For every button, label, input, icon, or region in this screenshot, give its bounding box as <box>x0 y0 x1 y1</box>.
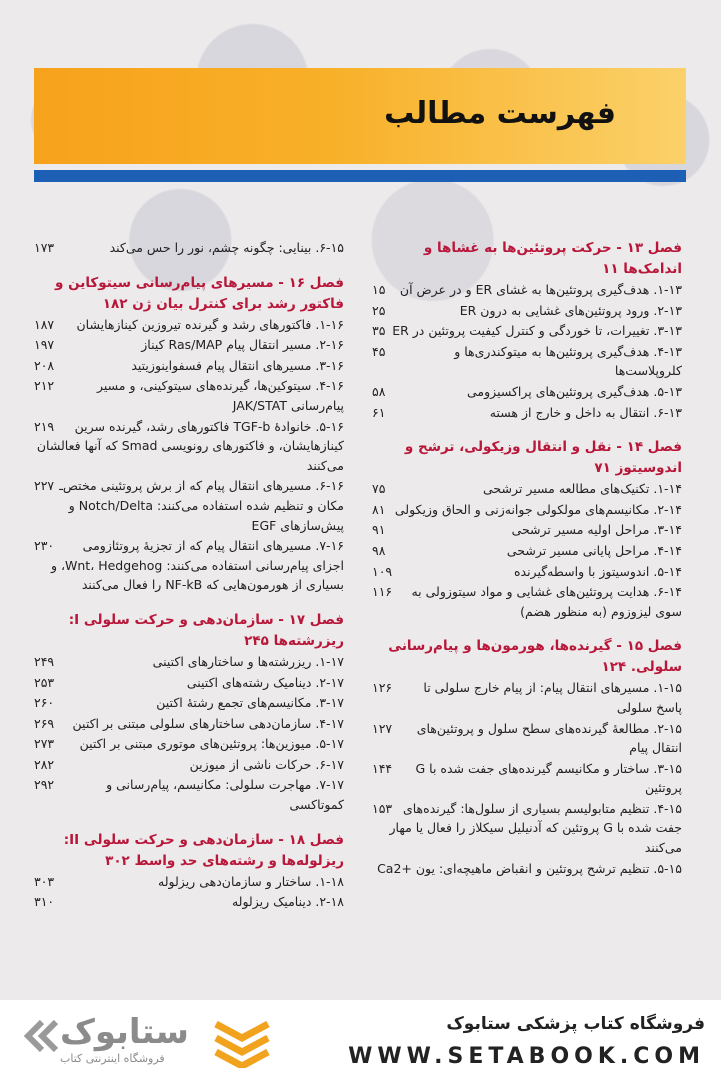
chapter-heading: فصل ۱۸ - سازمان‌دهی و حرکت سلولی II: ریزلوله‌ها و رشته‌های حد واسط ۳۰۲ <box>63 831 344 869</box>
page-number: ۲۵۳ <box>34 674 55 690</box>
page-number: ۱۵ <box>372 282 386 297</box>
page-number: ۱۴۴ <box>372 760 393 776</box>
page-number: ۳۱۰ <box>34 894 55 910</box>
page-number: ۲۰۸ <box>34 357 55 373</box>
entry-title: ۳-۱۵. ساختار و مکانیسم گیرنده‌های جفت شده با G پروتئین <box>415 760 682 796</box>
toc-entry <box>372 500 682 521</box>
toc-entry <box>34 714 344 735</box>
toc-entry <box>34 417 344 477</box>
page-number: ۴۵ <box>372 343 386 359</box>
page-number: ۱۹۷ <box>34 337 55 353</box>
entry-title: ۴-۱۵. تنظیم متابولیسم بسیاری از سلول‌ها: گیرنده‌های جفت شده با G پروتئین که آدنیلیل سیکلاز را فعال یا مهار می‌کنند <box>389 800 682 856</box>
toc-entry <box>34 652 344 673</box>
toc-entry <box>372 759 682 799</box>
entry-title: ۱-۱۴. تکنیک‌های مطالعه مسیر ترشحی <box>483 481 682 497</box>
chapter-heading: فصل ۱۶ - مسیرهای پیام‌رسانی سیتوکاین و فاکتور رشد برای کنترل بیان ژن ۱۸۲ <box>55 274 344 312</box>
toc-entry <box>372 719 682 759</box>
toc-entry <box>372 562 682 583</box>
store-url[interactable]: WWW.SETABOOK.COM <box>348 1044 705 1069</box>
page-number: ۱۰۹ <box>372 563 393 579</box>
page-number: ۸۱ <box>372 501 386 517</box>
entry-title: ۶-۱۷. حرکات ناشی از میوزین <box>189 756 344 772</box>
toc-entry <box>34 315 344 336</box>
toc-entry <box>372 342 682 382</box>
entry-title: ۵-۱۷. میوزین‌ها: پروتئین‌های موتوری مبتنی بر اکتین <box>79 736 344 752</box>
page-number: ۲۶۹ <box>34 715 55 731</box>
toc-entry <box>34 238 344 259</box>
entry-title: ۵-۱۶. خانوادهٔ TGF-b فاکتورهای رشد، گیرنده سرین کینازهایشان، و فاکتورهای رونویسی Smad که آنها فعالشان می‌کنند <box>36 418 344 473</box>
chapter-heading: فصل ۱۵ - گیرنده‌ها، هورمون‌ها و پیام‌رسانی سلولی. ۱۲۴ <box>388 638 682 676</box>
page-number: ۲۷۳ <box>34 736 55 752</box>
page-number: ۱۵۳ <box>372 800 393 816</box>
logo-subtitle: فروشگاه اینترنتی کتاب <box>60 1052 165 1065</box>
entry-title: ۲-۱۴. مکانیسم‌های مولکولی جوانه‌زنی و الحاق وزیکولی <box>394 501 682 517</box>
toc-entry <box>34 476 344 536</box>
entry-title: ۳-۱۳. تغییرات، تا خوردگی و کنترل کیفیت پروتئین در ER <box>392 323 682 339</box>
logo-wordmark: ستابوک <box>60 1012 189 1052</box>
entry-title: ۴-۱۷. سازمان‌دهی ساختارهای سلولی مبتنی بر اکتین <box>72 715 344 731</box>
page-number: ۱۷۳ <box>34 240 55 255</box>
entry-title: ۲-۱۸. دینامیک ریزلوله <box>231 894 344 910</box>
toc-entry <box>34 673 344 694</box>
toc-entry <box>34 775 344 815</box>
page-number: ۲۲۷ <box>34 478 55 494</box>
toc-entry <box>34 356 344 377</box>
page-number: ۹۱ <box>372 522 386 538</box>
entry-title: ۲-۱۷. دینامیک رشته‌های اکتینی <box>186 674 344 690</box>
page-number: ۲۳۰ <box>34 538 55 554</box>
page-number: ۱۱۶ <box>372 584 393 600</box>
entry-title: ۲-۱۵. مطالعهٔ گیرنده‌های سطح سلول و پروتئین‌های انتقال پیام <box>416 720 682 756</box>
entry-title: ۱-۱۷. ریزرشته‌ها و ساختارهای اکتینی <box>152 653 344 669</box>
entry-title: ۷-۱۷. مهاجرت سلولی: مکانیسم، پیام‌رسانی و کموتاکسی <box>106 777 344 813</box>
entry-title: ۳-۱۷. مکانیسم‌های تجمع رشتهٔ اکتین <box>156 695 344 711</box>
entry-title: ۴-۱۳. هدف‌گیری پروتئین‌ها به میتوکندری‌ها و کلروپلاست‌ها <box>454 343 682 379</box>
page-number: ۲۸۲ <box>34 756 55 772</box>
entry-title: ۶-۱۵. بینایی: چگونه چشم، نور را حس می‌کند <box>109 240 344 255</box>
toc-entry <box>372 479 682 500</box>
toc-entry <box>372 859 682 880</box>
entry-title: ۱-۱۸. ساختار و سازمان‌دهی ریزلوله <box>158 873 344 889</box>
chapter-heading: فصل ۱۳ - حرکت پروتئین‌ها به غشاها و اندامک‌ها ۱۱ <box>423 240 682 277</box>
page-number: ۱۸۷ <box>34 316 55 332</box>
entry-title: ۶-۱۳. انتقال به داخل و خارج از هسته <box>489 404 682 420</box>
entry-title: ۵-۱۵. تنظیم ترشح پروتئین و انقباض ماهیچه‌ای: یون +Ca2 <box>377 860 682 876</box>
entry-title: ۲-۱۶. مسیر انتقال پیام Ras/MAP کیناز <box>141 337 344 353</box>
entry-title: ۵-۱۴. اندوسیتوز با واسطه‌گیرنده <box>513 563 682 579</box>
entry-title: ۷-۱۶. مسیرهای انتقال پیام که از تجزیهٔ پروتئازومی اجزای پیام‌رسانی استفاده می‌کنند: Wnt، Hedgehog، و بسیاری از هورمون‌هایی که NF-kB را فعال می‌کنند <box>50 538 344 593</box>
entry-title: ۴-۱۶. سیتوکین‌ها، گیرنده‌های سیتوکینی، و مسیر پیام‌رسانی JAK/STAT <box>96 378 344 413</box>
title-banner <box>34 68 686 164</box>
logo-chevron-icon <box>212 1018 272 1068</box>
entry-title: ۱-۱۵. مسیرهای انتقال پیام: از پیام خارج سلولی تا پاسخ سلولی <box>423 680 682 715</box>
entry-title: ۱-۱۳. هدف‌گیری پروتئین‌ها به غشای ER و در عرض آن <box>399 282 682 297</box>
toc-entry <box>372 301 682 322</box>
footer-bar <box>0 1000 721 1080</box>
toc-entry <box>372 280 682 301</box>
toc-entry <box>372 520 682 541</box>
page-number: ۲۵ <box>372 302 386 318</box>
page-number: ۲۴۹ <box>34 653 55 669</box>
page-number: ۲۱۲ <box>34 378 55 394</box>
title-underline <box>34 170 686 182</box>
page-number: ۱۲۷ <box>372 720 393 736</box>
toc-entry <box>372 403 682 424</box>
entry-title: ۱-۱۶. فاکتورهای رشد و گیرنده تیروزین کینازهایشان <box>76 316 344 332</box>
chapter-heading: فصل ۱۴ - نقل و انتقال وزیکولی، ترشح و اندوسیتوز ۷۱ <box>404 439 682 477</box>
chapter-heading: فصل ۱۷ - سازمان‌دهی و حرکت سلولی I: ریزرشته‌ها ۲۴۵ <box>68 611 344 649</box>
toc-entry <box>34 755 344 776</box>
toc-column-right <box>372 238 682 879</box>
toc-entry <box>34 734 344 755</box>
page-number: ۲۱۹ <box>34 418 55 434</box>
page-number: ۷۵ <box>372 481 386 497</box>
page-number: ۵۸ <box>372 383 386 399</box>
toc-entry <box>34 892 344 913</box>
page-title: فهرست مطالب <box>384 96 616 131</box>
entry-title: ۳-۱۴. مراحل اولیه مسیر ترشحی <box>511 522 682 538</box>
toc-entry <box>372 321 682 342</box>
toc-entry <box>372 799 682 859</box>
store-name: فروشگاه کتاب پزشکی ستابوک <box>446 1014 705 1034</box>
page-number: ۹۸ <box>372 542 386 558</box>
entry-title: ۶-۱۶. مسیرهای انتقال پیام که از برش پروتئینی مختص‌ـ مکان و تنظیم شده استفاده می‌کنند: Notch/Delta و پیش‌سازهای EGF <box>59 478 344 533</box>
toc-column-left <box>34 238 344 913</box>
entry-title: ۳-۱۶. مسیرهای انتقال پیام فسفواینوزیتید <box>131 357 344 373</box>
toc-entry <box>34 536 344 596</box>
toc-entry <box>372 541 682 562</box>
entry-title: ۴-۱۴. مراحل پایانی مسیر ترشحی <box>506 542 682 558</box>
entry-title: ۶-۱۴. هدایت پروتئین‌های غشایی و مواد سیتوزولی به سوی لیزوزوم (به منظور هضم) <box>411 584 682 619</box>
toc-entry <box>372 382 682 403</box>
page-number: ۲۹۲ <box>34 777 55 793</box>
toc-entry <box>34 872 344 893</box>
toc-entry <box>372 582 682 622</box>
toc-entry <box>34 335 344 356</box>
page-number: ۳۰۳ <box>34 873 55 889</box>
entry-title: ۵-۱۳. هدف‌گیری پروتئین‌های پراکسیزومی <box>467 383 682 399</box>
page-number: ۱۲۶ <box>372 680 393 696</box>
page-number: ۳۵ <box>372 323 386 339</box>
page-number: ۲۶۰ <box>34 695 55 711</box>
toc-entry <box>372 678 682 718</box>
toc-entry <box>34 693 344 714</box>
entry-title: ۲-۱۳. ورود پروتئین‌های غشایی به درون ER <box>459 302 682 318</box>
logo-arrows-icon <box>20 1018 60 1054</box>
page-number: ۶۱ <box>372 404 386 420</box>
toc-entry <box>34 376 344 416</box>
